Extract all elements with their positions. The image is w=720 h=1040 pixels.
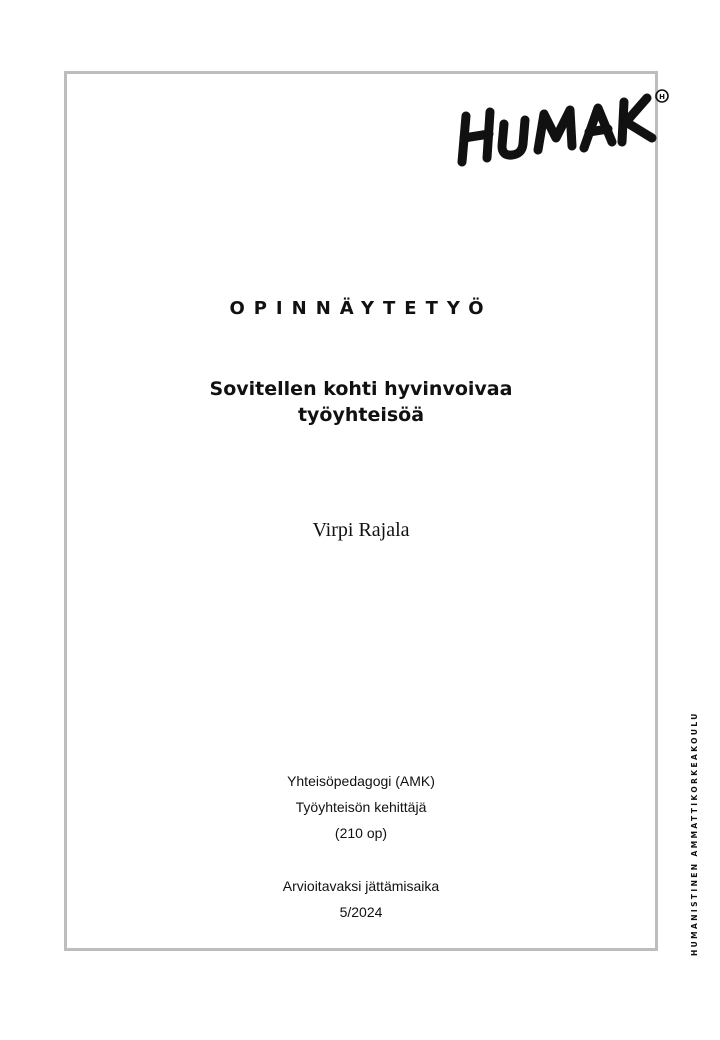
thesis-title-line-1: Sovitellen kohti hyvinvoivaa <box>209 378 513 400</box>
submission-label: Arvioitavaksi jättämisaika <box>282 878 440 894</box>
document-type-label: OPINNÄYTETYÖ <box>229 298 493 319</box>
organization-name-vertical: HUMANISTINEN AMMATTIKORKEAKOULU <box>690 711 699 956</box>
humak-logo <box>456 84 676 174</box>
humak-logo-graphic <box>456 84 676 174</box>
degree-program: Työyhteisön kehittäjä <box>295 799 427 815</box>
submission-date: 5/2024 <box>339 904 383 920</box>
author-name: Virpi Rajala <box>312 519 410 541</box>
thesis-title-line-2: työyhteisöä <box>297 404 425 426</box>
degree-credits: (210 op) <box>334 825 388 841</box>
degree-info <box>64 768 658 846</box>
thesis-title <box>64 376 658 428</box>
submission-info <box>64 873 658 925</box>
degree-title: Yhteisöpedagogi (AMK) <box>287 773 435 789</box>
registered-mark-letter: H <box>659 93 665 101</box>
